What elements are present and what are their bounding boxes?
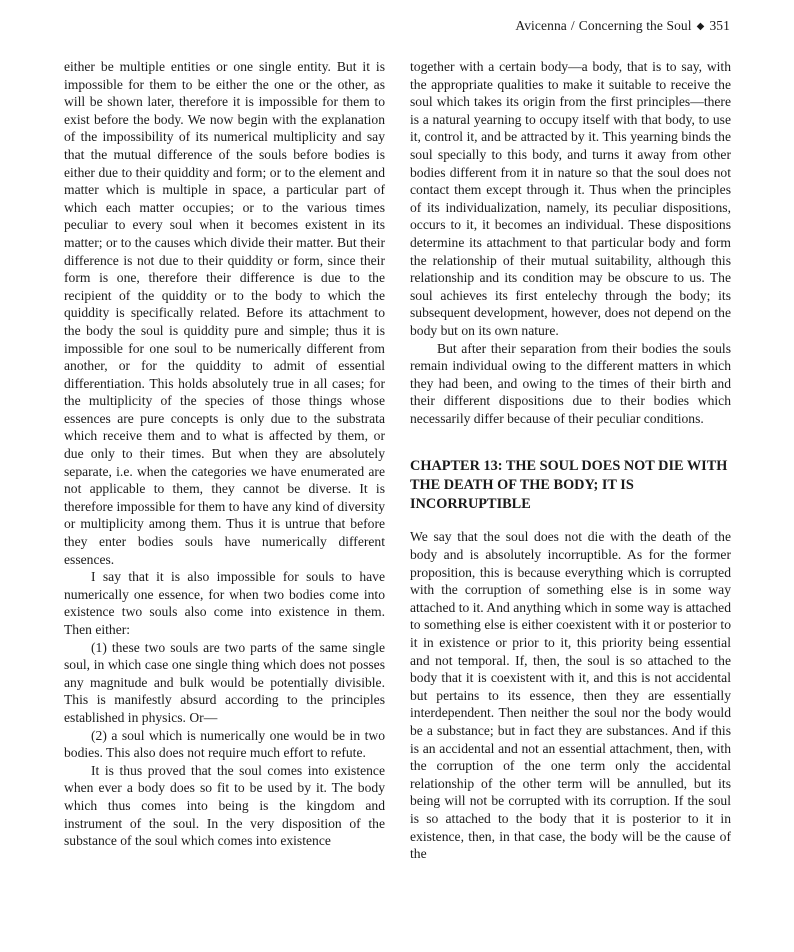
chapter-heading: CHAPTER 13: THE SOUL DOES NOT DIE WITH THE DEATH OF THE BODY; IT IS INCORRUPTIBLE xyxy=(410,458,728,513)
header-title: Concerning the Soul xyxy=(578,18,692,33)
paragraph: But after their separation from their bodies the souls remain individual owing to the different matters in which they had been, and owing to the times of their birth and their different dispositions due to their bodies which necessarily differ because of their peculiar conditions. xyxy=(410,340,731,426)
paragraph: It is thus proved that the soul comes into existence when ever a body does so fit to be used by it. The body which thus comes into being is the kingdom and instrument of the soul. In the very disposition of the substance of the soul which comes into existence xyxy=(64,762,385,849)
left-column xyxy=(64,58,385,850)
header-author: Avicenna xyxy=(515,18,567,33)
page-number: 351 xyxy=(709,18,730,33)
diamond-ornament-icon: ◆ xyxy=(696,21,705,32)
right-column xyxy=(410,58,731,863)
paragraph: either be multiple entities or one single entity. But it is impossible for them to be either the one or the other, as will be shown later, therefore it is impossible for them to exist before the body. We now begin with the explanation of the impossibility of its numerical multiplicity and say that the mutual difference of the souls before bodies is either due to their quiddity and form; or to the element and matter which is multiple in space, a particular part of which each matter occupies; or to the various times peculiar to every soul when it becomes existent in its matter; or to the causes which divide their matter. But their difference is not due to their quiddity or form, since their form is one, therefore their difference is due to the recipient of the quiddity or to the body to which the quiddity is specifically related. Before its attachment to the body the soul is quiddity pure and simple; thus it is impossible for one soul to be numerically different from another, or for the quiddity to admit of essential differentiation. This holds absolutely true in all cases; for the multiplicity of the species of those things whose essences are pure concepts is only due to the substrata which receive them and to what is affected by them, or due only to their times. But when they are absolutely separate, i.e. when the categories we have enumerated are not applicable to them, they cannot be diverse. It is therefore impossible for them to have any kind of diversity or multiplicity among them. Thus it is untrue that before they enter bodies souls have numerically different essences. xyxy=(64,59,385,567)
running-header xyxy=(515,18,730,34)
paragraph: (2) a soul which is numerically one would be in two bodies. This also does not require much effort to refute. xyxy=(64,727,385,761)
paragraph: We say that the soul does not die with the death of the body and is absolutely incorruptible. As for the former proposition, this is because everything which is corrupted with the corruption of something else is in some way attached to it. And anything which in some way is attached to something else is either coexistent with it or posterior to it in existence or prior to it, this priority being essential and not temporal. If, then, the soul is so attached to the body that it is coexistent with it, and this is not accidental but pertains to its essence, then they are essentially interdependent. Then neither the soul nor the body would be a substance; but in fact they are substances. And if this is an accidental and not an essential attachment, then, with the corruption of the one term only the accidental relationship of the other term will be annulled, but its being will not be corrupted with its corruption. If the soul is so attached to the body that it is posterior to it in existence, then, in that case, the body will be the cause of the xyxy=(410,529,731,862)
paragraph: together with a certain body—a body, that is to say, with the appropriate qualities to make it suitable to receive the soul which takes its origin from the first principles—there is a natural yearning to occupy itself with that body, to use it, control it, and be attracted by it. This yearning binds the soul specially to this body, and turns it away from other bodies different from it in nature so that the soul does not contact them except through it. Thus when the principles of its individualization, namely, its peculiar dispositions, occurs to it, it becomes an individual. These dispositions determine its attachment to that particular body and form the relationship of their mutual suitability, although this relationship and its condition may be obscure to us. The soul achieves its first entelechy through the body; its subsequent development, however, does not depend on the body but on its own nature. xyxy=(410,59,731,338)
header-separator: / xyxy=(570,18,575,33)
paragraph: I say that it is also impossible for souls to have numerically one essence, for when two bodies come into existence two souls also come into existence in them. Then either: xyxy=(64,569,385,637)
paragraph: (1) these two souls are two parts of the same single soul, in which case one single thing which does not posses any magnitude and bulk would be potentially divisible. This is manifestly absurd according to the principles established in physics. Or— xyxy=(64,639,385,725)
